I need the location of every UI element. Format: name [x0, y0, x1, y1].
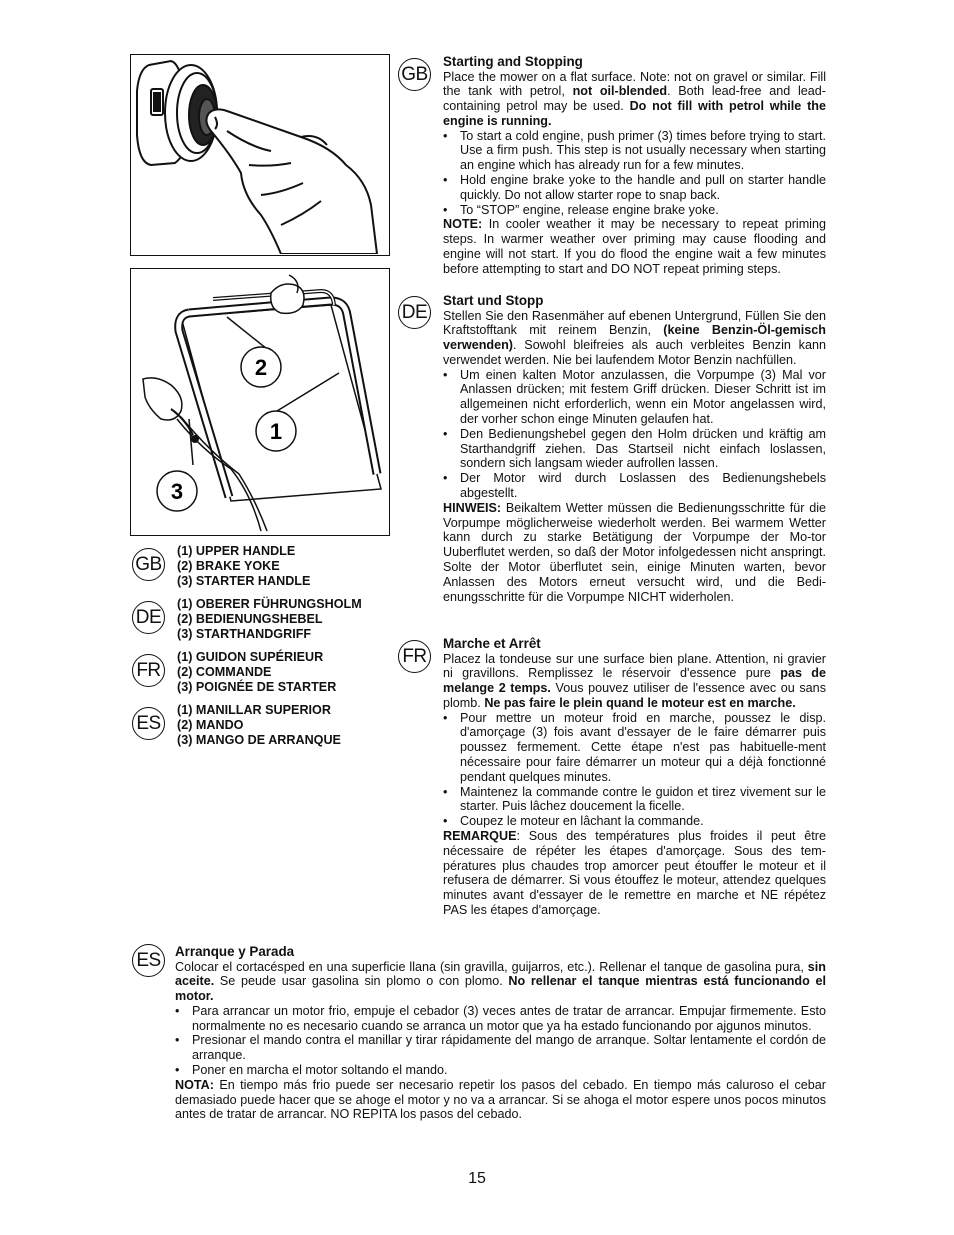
section-title: Start und Stopp [443, 293, 544, 308]
section-steps [443, 368, 826, 501]
legend-item: (1) UPPER HANDLE [177, 544, 296, 558]
section-intro: Placez la tondeuse sur une surface bien plane. Attention, ni gravier ni gravillons. Remplissez le réservoir d'essence pure pas de melange 2 temps. Vous pouvez utiliser de l'essence avec ou sans plomb. Ne pas faire le plein quand le moteur est en marche. [443, 651, 826, 710]
section-badge-fr: FR [398, 640, 431, 673]
legend-item: (2) BEDIENUNGSHEBEL [177, 612, 323, 626]
section-gb [443, 54, 826, 277]
list-item: • Coupez le moteur en lâchant la commande. [443, 814, 826, 829]
primer-illustration [130, 54, 390, 256]
section-badge-es: ES [132, 944, 165, 977]
list-item: • Den Bedienungshebel gegen den Holm drücken und kräftig am Starthandgriff ziehen. Das Startseil nicht einfach loslassen, sondern sich langsam wieder aufrollen lassen. [443, 427, 826, 471]
section-es [175, 944, 826, 1122]
legend-badge-es: ES [132, 707, 165, 740]
section-note: NOTE: In cooler weather it may be necessary to repeat priming steps. In warmer weather over priming may cause flooding and engine will not start. If you do flood the engine wait a few minutes before attempting to start and DO NOT repeat priming steps. [443, 217, 826, 276]
legend-item: (3) MANGO DE ARRANQUE [177, 733, 341, 747]
section-note: REMARQUE: Sous des températures plus froides il peut être nécessaire de répéter les étapes d'amorçage. Sous des tem-pératures plus chaudes trop amorcer peut étouffer le moteur et il refusera de démarrer. Si vous étouffez le moteur, attendez quelques minutes avant d'essayer de le remettre en marche et NE répétez PAS les étapes d'amorçage. [443, 829, 826, 918]
list-item: • Presionar el mando contra el manillar y tirar rápidamente del mango de arranque. Soltar lentamente el cordón de arranque. [175, 1033, 826, 1063]
legend-item: (2) BRAKE YOKE [177, 559, 280, 573]
section-de [443, 293, 826, 604]
page-number: 15 [468, 1170, 486, 1187]
section-intro: Colocar el cortacésped en una superficie llana (sin gravilla, guijarros, etc.). Rellenar el tanque de gasolina pura, sin aceite. Se peude usar gasolina sin plomo o con plomo. No rellenar el tanque mientras está funcionando el motor. [175, 959, 826, 1004]
legend-es [177, 703, 341, 748]
legend-item: (3) STARTER HANDLE [177, 574, 311, 588]
section-fr [443, 636, 826, 918]
list-item: • Para arrancar un motor frio, empuje el cebador (3) veces antes de tratar de arrancar. Empujar firmemente. Esto normalmente no es necesario cuando se arranca un motor que ya ha estado funcionando por ajgunos minutos. [175, 1004, 826, 1034]
legend-item: (1) OBERER FÜHRUNGSHOLM [177, 597, 362, 611]
callout-3: 3 [170, 479, 184, 504]
legend-badge-gb: GB [132, 548, 165, 581]
legend-gb [177, 544, 310, 589]
legend-item: (3) POIGNÉE DE STARTER [177, 680, 337, 694]
legend-item: (2) MANDO [177, 718, 244, 732]
section-note: NOTA: En tiempo más frio puede ser necesario repetir los pasos del cebado. En tiempo más caluroso el cebar demasiado puede hacer que se ahoge el motor y no va a arrancar. Si se ahoga el motor espere unos pocos minutos antes de tratar de arrancar. NO REPITA los pasos del cebado. [175, 1077, 826, 1122]
legend-item: (2) COMMANDE [177, 665, 272, 679]
section-intro: Stellen Sie den Rasenmäher auf ebenen Untergrund, Füllen Sie den Kraftstofftank mit reinem Benzin, (keine Benzin-Öl-gemisch verwenden). Sowohl bleifreies als auch verbleites Benzin kann verwendet werden. Nie bei laufendem Motor Benzin nachfüllen. [443, 308, 826, 367]
handle-drawing [131, 269, 388, 534]
list-item: • Der Motor wird durch Loslassen des Bedienungshebels abgestellt. [443, 471, 826, 501]
section-title: Starting and Stopping [443, 54, 583, 69]
legend-badge-fr: FR [132, 654, 165, 687]
section-note: HINWEIS: Beikaltem Wetter müssen die Bedienungsschritte für die Vorpumpe möglicherweise wiederholt werden. Bei warmem Wetter kann durch zu starke Betätigung der Vorpumpe der Mo-tor Uuberflutet werden, so daß der Motor infolgedessen nicht anspringt. Solte der Motor überflutet sein, einige Minuten warten, bevor Anlassen des Motors erneut versucht wird, und die Bedi-enungsschritte für die Vorpumpe NICHT widerholen. [443, 500, 826, 604]
section-steps [175, 1004, 826, 1078]
legend-item: (3) STARTHANDGRIFF [177, 627, 312, 641]
section-badge-de: DE [398, 296, 431, 329]
section-title: Marche et Arrêt [443, 636, 541, 651]
section-title: Arranque y Parada [175, 944, 295, 959]
list-item: • Maintenez la commande contre le guidon et tirez vivement sur le starter. Puis lâchez doucement la ficelle. [443, 785, 826, 815]
list-item: • Poner en marcha el motor soltando el mando. [175, 1063, 826, 1078]
list-item: • To “STOP” engine, release engine brake yoke. [443, 203, 826, 218]
section-intro: Place the mower on a flat surface. Note: not on gravel or similar. Fill the tank with petrol, not oil-blended. Both lead-free and lead-containing petrol may be used. Do not fill with petrol while the engine is running. [443, 69, 826, 128]
list-item: • Hold engine brake yoke to the handle and pull on starter handle quickly. Do not allow starter rope to snap back. [443, 173, 826, 203]
legend-item: (1) GUIDON SUPÉRIEUR [177, 650, 324, 664]
list-item: • Um einen kalten Motor anzulassen, die Vorpumpe (3) Mal vor Anlassen drücken; mit festem Griff drücken. Dieser Schritt ist im allgemeinen nicht erforderlich, wenn ein Motor angelassen wird, der vorher schon einge Minuten gelaufen hat. [443, 368, 826, 427]
section-steps [443, 711, 826, 829]
section-badge-gb: GB [398, 58, 431, 91]
callout-1: 1 [269, 419, 283, 444]
handle-illustration [130, 268, 390, 536]
list-item: • Pour mettre un moteur froid en marche, poussez le disp. d'amorçage (3) fois avant d'essayer de le faire démarrer puis poussez fermement. Cette étape n'est pas habituelle-ment nécessaire pour faire démarrer un moteur qui a déjà fonctionné pendant quelques minutes. [443, 711, 826, 785]
primer-drawing [131, 55, 388, 254]
legend-fr [177, 650, 336, 695]
list-item: • To start a cold engine, push primer (3) times before trying to start. Use a firm push. This step is not usually necessary when starting an engine which has already run for a few minutes. [443, 129, 826, 173]
callout-2: 2 [254, 355, 268, 380]
legend-item: (1) MANILLAR SUPERIOR [177, 703, 331, 717]
section-steps [443, 129, 826, 218]
legend-badge-de: DE [132, 601, 165, 634]
legend-de [177, 597, 362, 642]
